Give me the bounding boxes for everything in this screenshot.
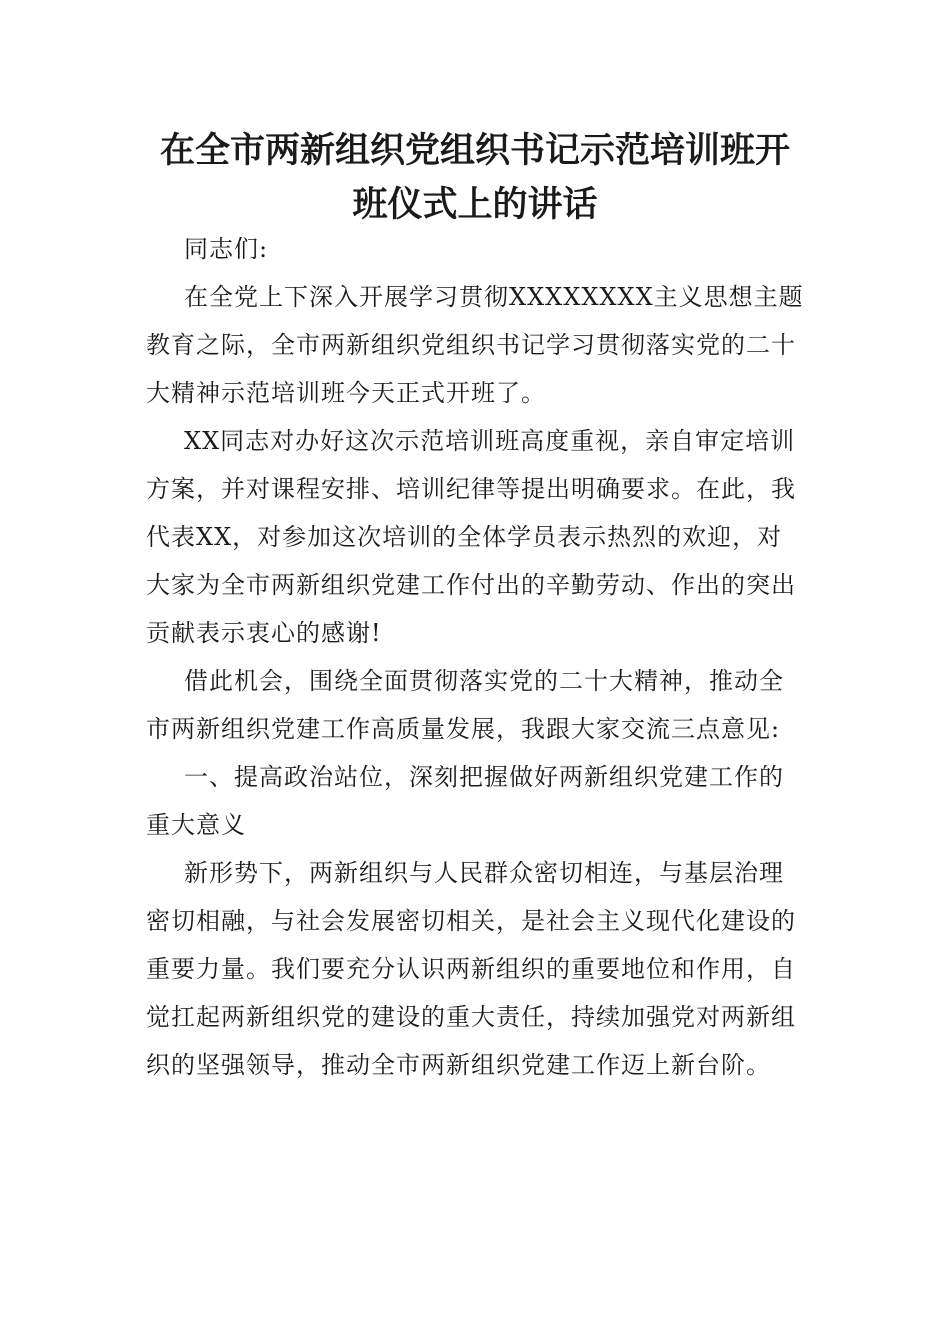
document-title xyxy=(140,124,810,232)
paragraph-intro: 借此机会，围绕全面贯彻落实党的二十大精神，推动全市两新组织党建工作高质量发展，我跟大家交流三点意见: xyxy=(146,667,784,743)
document-body xyxy=(146,225,806,1089)
paragraph-welcome: XX同志对办好这次示范培训班高度重视，亲自审定培训方案，并对课程安排、培训纪律等提出明确要求。在此，我代表XX，对参加这次培训的全体学员表示热烈的欢迎，对大家为全市两新组织党建工作付出的辛勤劳动、作出的突出贡献表示衷心的感谢! xyxy=(146,427,796,647)
title-line-1: 在全市两新组织党组织书记示范培训班开 xyxy=(159,130,790,171)
section-heading-1: 一、提高政治站位，深刻把握做好两新组织党建工作的重大意义 xyxy=(146,763,784,839)
paragraph-opening: 在全党上下深入开展学习贯彻XXXXXXXX主义思想主题教育之际，全市两新组织党组织书记学习贯彻落实党的二十大精神示范培训班今天正式开班了。 xyxy=(146,283,804,407)
salutation: 同志们: xyxy=(184,235,269,263)
title-line-2: 班仪式上的讲话 xyxy=(352,184,598,225)
paragraph-section-1: 新形势下，两新组织与人民群众密切相连，与基层治理密切相融，与社会发展密切相关，是社会主义现代化建设的重要力量。我们要充分认识两新组织的重要地位和作用，自觉扛起两新组织党的建设的重大责任，持续加强党对两新组织的坚强领导，推动全市两新组织党建工作迈上新台阶。 xyxy=(146,859,796,1079)
